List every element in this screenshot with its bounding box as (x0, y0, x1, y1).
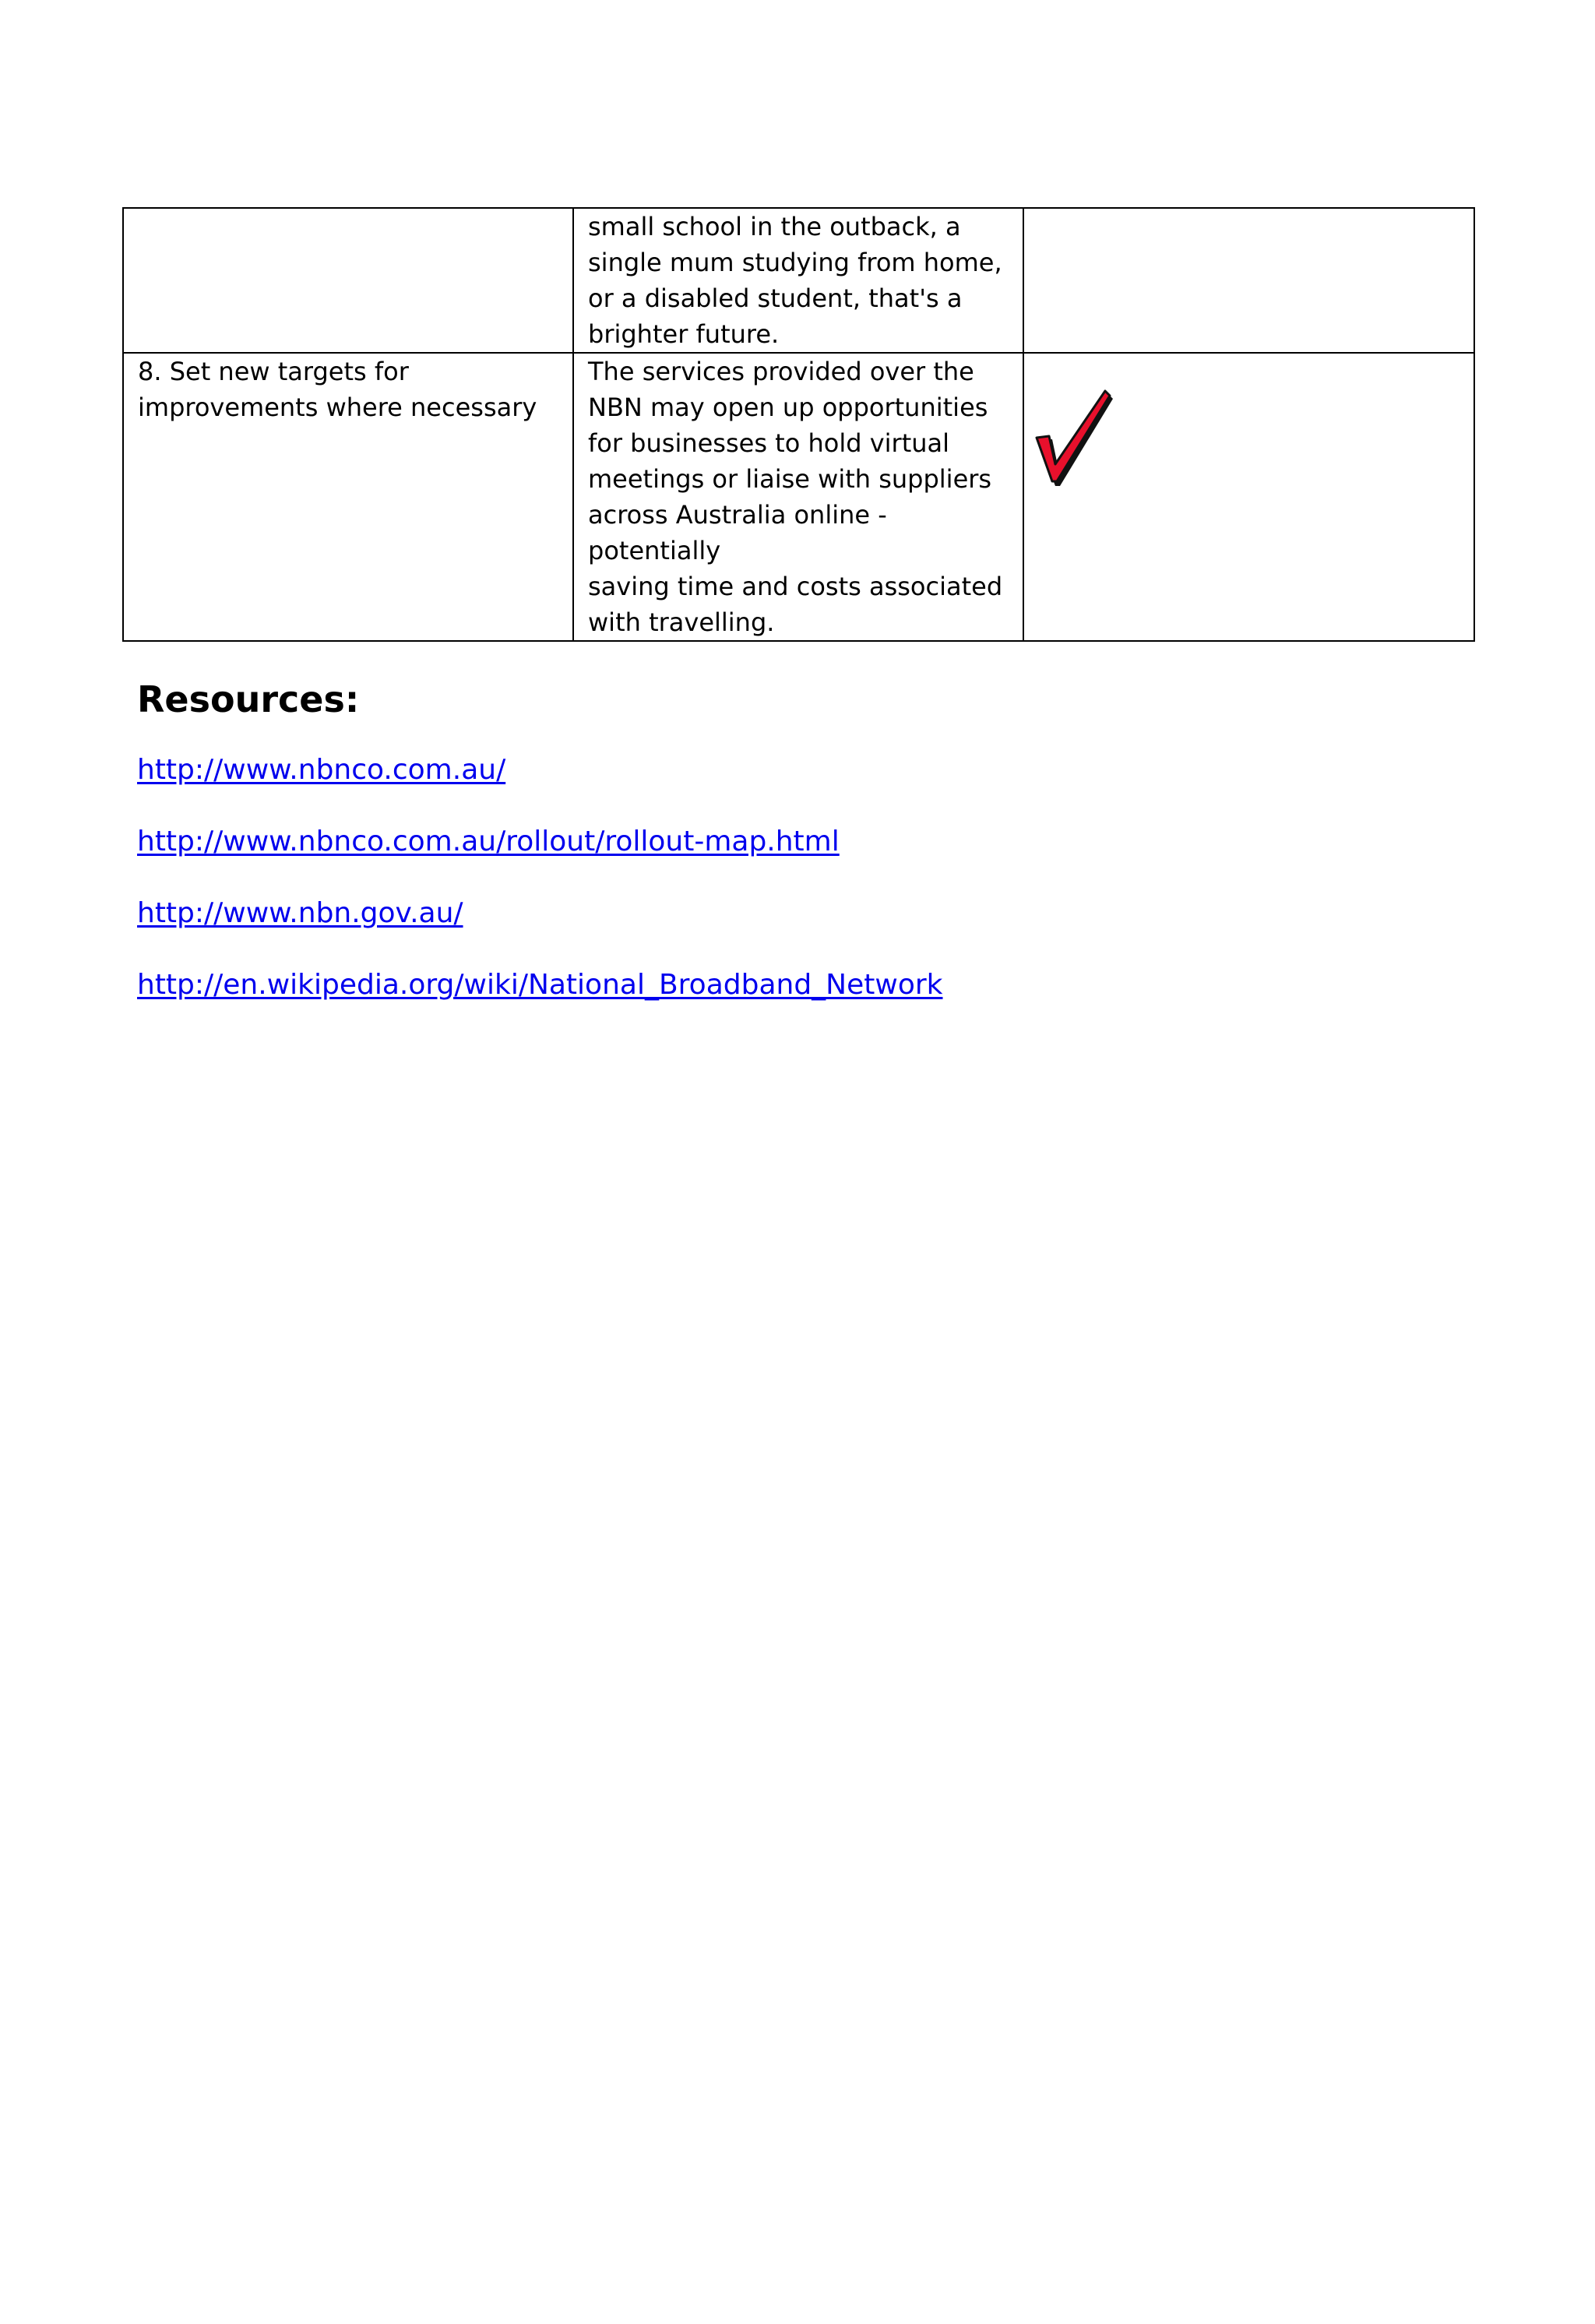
resource-link-wikipedia[interactable]: http://en.wikipedia.org/wiki/National_Broadband_Network (137, 969, 943, 1001)
list-item (137, 824, 1227, 860)
table-row (123, 208, 1474, 353)
description-text: The services provided over the NBN may open up opportunities for businesses to hold virtual meetings or liaise with suppliers across Australia online - potentially saving time and costs associated with travelling. (588, 357, 1003, 637)
status-cell (1023, 208, 1474, 353)
description-cell (573, 208, 1023, 353)
resource-link-nbnco[interactable]: http://www.nbnco.com.au/ (137, 754, 506, 786)
resources-heading: Resources: (137, 678, 360, 720)
red-checkmark-icon (1035, 389, 1114, 489)
description-text: small school in the outback, a single mum studying from home, or a disabled student, that's a brighter future. (588, 212, 1002, 349)
criterion-text: 8. Set new targets for improvements where necessary (138, 357, 537, 422)
evaluation-table (122, 207, 1475, 642)
list-item (137, 752, 1227, 788)
resource-link-rollout-map[interactable]: http://www.nbnco.com.au/rollout/rollout-map.html (137, 826, 840, 857)
description-cell (573, 353, 1023, 641)
list-item (137, 896, 1227, 931)
status-cell (1023, 353, 1474, 641)
resources-section (137, 671, 1227, 1039)
table-row (123, 353, 1474, 641)
criterion-cell (123, 353, 573, 641)
resources-list (137, 752, 1227, 1003)
list-item (137, 967, 1227, 1003)
resource-link-nbn-gov[interactable]: http://www.nbn.gov.au/ (137, 897, 463, 929)
criterion-cell (123, 208, 573, 353)
